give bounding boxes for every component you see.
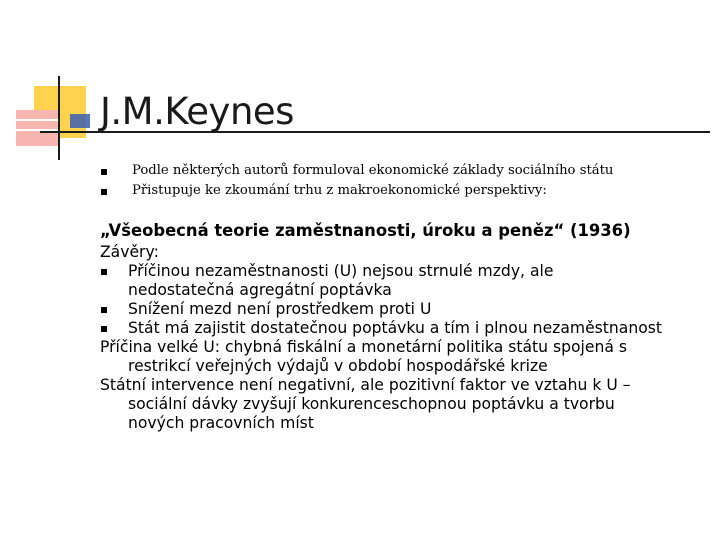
intervention-paragraph-continued: sociální dávky zvyšují konkurenceschopnou poptávku a tvorbu <box>128 395 615 413</box>
intervention-paragraph-continued: nových pracovních míst <box>128 414 314 432</box>
cause-paragraph: Příčina velké U: chybná fiskální a monetární politika státu spojená s <box>100 338 627 356</box>
square-bullet-icon <box>101 307 107 313</box>
conclusion-text: Stát má zajistit dostatečnou poptávku a tím i plnou nezaměstnanost <box>128 319 663 337</box>
intro-bullet-text: Přistupuje ke zkoumání trhu z makroekonomické perspektivy: <box>132 183 547 198</box>
conclusion-bullet <box>100 262 710 281</box>
conclusions-label: Závěry: <box>100 243 159 261</box>
square-bullet-icon <box>101 189 107 195</box>
slide-body <box>100 219 710 433</box>
decorative-square-pink <box>16 110 60 146</box>
intro-bullet-list <box>100 161 613 201</box>
conclusion-text: Snížení mezd není prostředkem proti U <box>128 300 432 318</box>
cause-paragraph-continued: restrikcí veřejných výdajů v období hospodářské krize <box>128 357 548 375</box>
decorative-vertical-line <box>58 76 60 160</box>
conclusion-text: Příčinou nezaměstnanosti (U) nejsou strnulé mzdy, ale <box>128 262 554 280</box>
decorative-square-blue <box>70 114 90 128</box>
slide-title: J.M.Keynes <box>100 90 294 133</box>
intro-bullet-text: Podle některých autorů formuloval ekonomické základy sociálního státu <box>132 163 614 178</box>
conclusion-text-continued: nedostatečná agregátní poptávka <box>128 281 392 299</box>
square-bullet-icon <box>101 326 107 332</box>
square-bullet-icon <box>101 169 107 175</box>
square-bullet-icon <box>101 269 107 275</box>
conclusion-bullet <box>100 319 710 338</box>
intro-bullet-item <box>100 161 613 181</box>
intro-bullet-item <box>100 181 613 201</box>
conclusion-bullet <box>100 300 710 319</box>
book-title-heading: „Všeobecná teorie zaměstnanosti, úroku a peněz“ (1936) <box>100 221 631 240</box>
intervention-paragraph: Státní intervence není negativní, ale pozitivní faktor ve vztahu k U – <box>100 376 631 394</box>
